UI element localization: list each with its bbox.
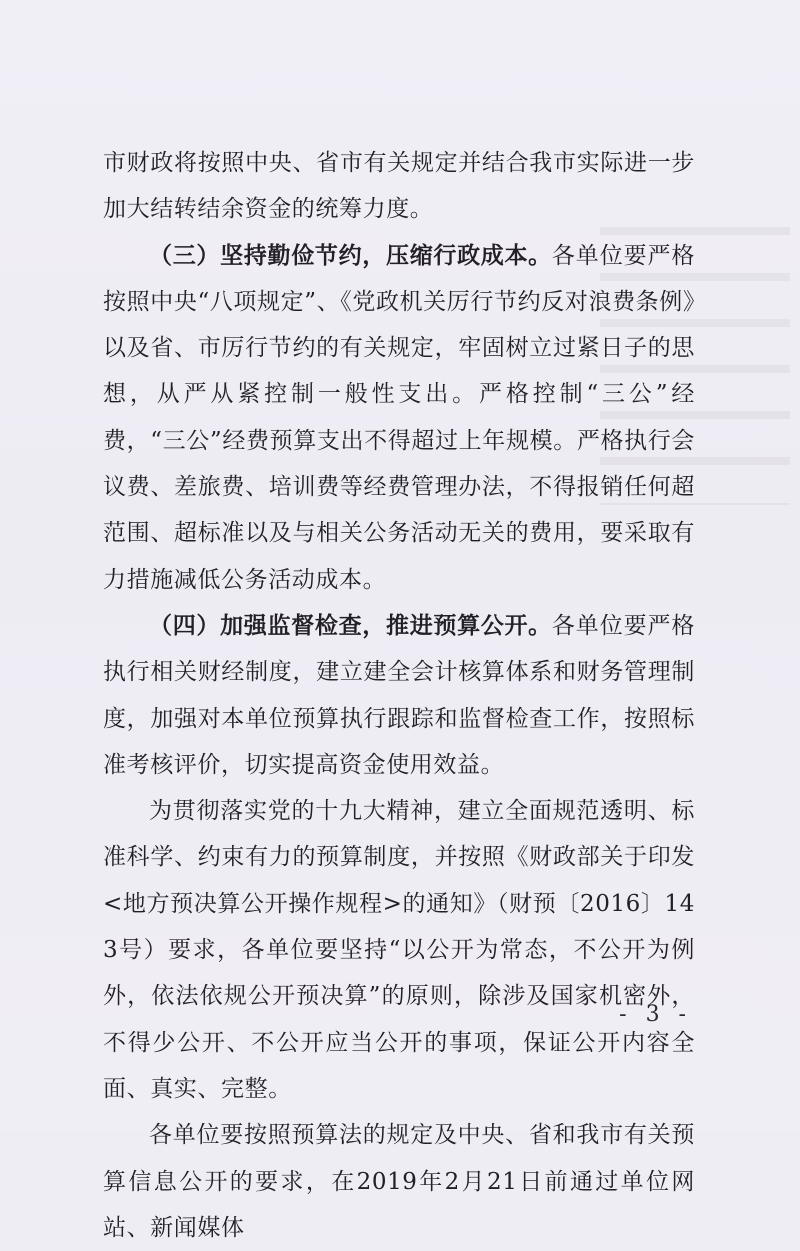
section-heading: （四）加强监督检查，推进预算公开。 (149, 612, 552, 639)
paragraph-text: 各单位要严格按照中央“八项规定”、《党政机关厉行节约反对浪费条例》以及省、市厉行节约的有关规定，牢固树立过紧日子的思想，从严从紧控制一般性支出。严格控制“三公”经费，“三公”经费预算支出不得超过上年规模。严格执行会议费、差旅费、培训费等经费管理办法，不得报销任何超范围、超标准以及与相关公务活动无关的费用，要采取有力措施减低公务活动成本。 (103, 242, 695, 593)
paragraph-text: 各单位要按照预算法的规定及中央、省和我市有关预算信息公开的要求，在2019年2月21日前通过单位网站、新闻媒体 (103, 1122, 695, 1241)
paragraph-section-four (103, 603, 695, 788)
paragraph-disclosure-deadline (103, 1112, 695, 1251)
paragraph-text: 市财政将按照中央、省市有关规定并结合我市实际进一步加大结转结余资金的统筹力度。 (103, 150, 695, 223)
paragraph-text: 各单位要严格执行相关财经制度，建立建全会计核算体系和财务管理制度，加强对本单位预算执行跟踪和监督检查工作，按照标准考核评价，切实提高资金使用效益。 (103, 612, 695, 778)
section-heading: （三）坚持勤俭节约，压缩行政成本。 (149, 242, 552, 269)
paragraph-budget-disclosure (103, 788, 695, 1112)
document-body (103, 140, 695, 1251)
page-number: - 3 - (619, 1002, 692, 1027)
paragraph-continuation (103, 140, 695, 233)
paragraph-text: 为贯彻落实党的十九大精神，建立全面规范透明、标准科学、约束有力的预算制度，并按照《财政部关于印发<地方预决算公开操作规程>的通知》（财预〔2016〕143号）要求，各单位要坚持“以公开为常态，不公开为例外，依法依规公开预决算”的原则，除涉及国家机密外，不得少公开、不公开应当公开的事项，保证公开内容全面、真实、完整。 (103, 798, 695, 1102)
paragraph-section-three (103, 233, 695, 603)
